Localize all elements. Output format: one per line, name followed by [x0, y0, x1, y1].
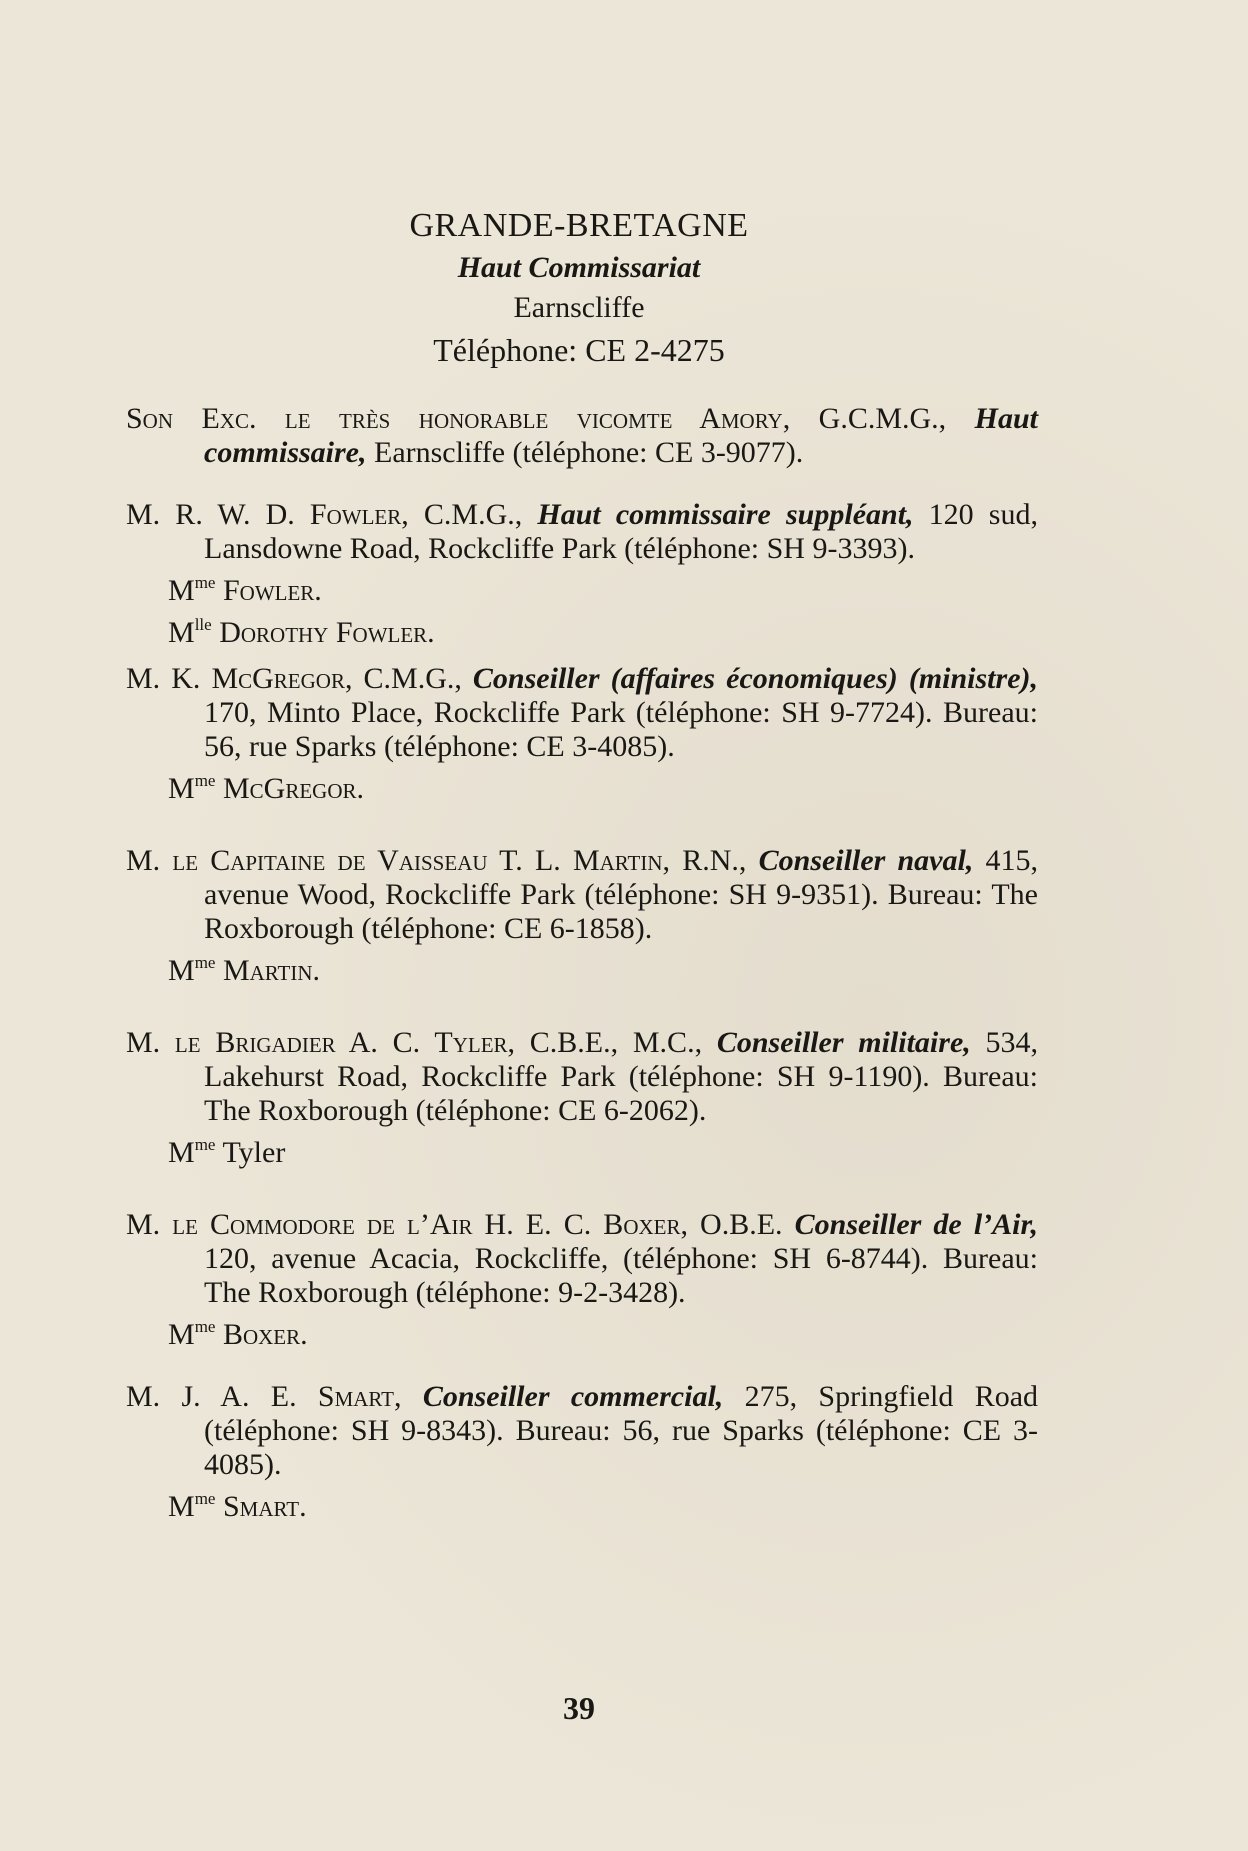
spouse-martin: $M^{me}$ Martin. [168, 953, 321, 987]
entry-title: Conseiller commercial, [422, 1380, 724, 1413]
entry-smart [126, 1380, 1038, 1482]
entry-title: Haut commissaire, [204, 402, 1038, 469]
page-header [0, 204, 1158, 372]
entry-name: M. J. A. E. Smart, [126, 1380, 402, 1413]
main-telephone: Téléphone: CE 2-4275 [433, 332, 725, 368]
spouse-tyler: $M^{me}$ Tyler [168, 1135, 286, 1169]
entry-name: M. le Brigadier A. C. Tyler, C.B.E., M.C., [126, 1026, 703, 1059]
entry-tyler [126, 1026, 1038, 1128]
spouse-boxer: $M^{me}$ Boxer. [168, 1317, 308, 1351]
entry-title: Conseiller militaire, [716, 1026, 971, 1059]
entry-title: Haut commissaire suppléant, [537, 498, 914, 531]
staff-list [126, 402, 1038, 1524]
entry-details: 170, Minto Place, Rockcliffe Park (téléphone: SH 9-7724). Bureau: 56, rue Sparks (téléphone: CE 3-4085). [204, 696, 1038, 763]
entry-boxer [126, 1208, 1038, 1310]
entry-title: Conseiller naval, [758, 844, 974, 877]
spouse-smart: $M^{me}$ Smart. [168, 1489, 307, 1523]
entry-mcgregor [126, 662, 1038, 764]
entry-details: 120 sud, Lansdowne Road, Rockcliffe Park (téléphone: SH 9-3393). [204, 498, 1038, 565]
entry-title: Conseiller de l’Air, [794, 1208, 1039, 1241]
entry-fowler [126, 498, 1038, 566]
entry-name: M. le Commodore de l’Air H. E. C. Boxer, O.B.E. [126, 1208, 783, 1241]
entry-name: M. R. W. D. Fowler, C.M.G., [126, 498, 523, 531]
entry-name: M. K. McGregor, C.M.G., [126, 662, 462, 695]
entry-details: 275, Springfield Road (téléphone: SH 9-8343). Bureau: 56, rue Sparks (téléphone: CE 3-4085). [204, 1380, 1039, 1481]
entry-details: 415, avenue Wood, Rockcliffe Park (téléphone: SH 9-9351). Bureau: The Roxborough (téléphone: CE 6-1858). [204, 844, 1039, 945]
spouse-fowler-mlle: $M^{lle}$ Dorothy Fowler. [168, 615, 435, 649]
spouse-fowler-mme: $M^{me}$ Fowler. [168, 573, 322, 607]
page-number: 39 [563, 1690, 595, 1726]
entry-name: Son Exc. le très honorable vicomte Amory, G.C.M.G., [126, 402, 947, 435]
entry-amory [126, 402, 1038, 470]
country-heading: GRANDE-BRETAGNE [409, 207, 749, 244]
entry-details: 534, Lakehurst Road, Rockcliffe Park (téléphone: SH 9-1190). Bureau: The Roxborough (téléphone: CE 6-2062). [204, 1026, 1039, 1127]
entry-details: 120, avenue Acacia, Rockcliffe, (téléphone: SH 6-8744). Bureau: The Roxborough (téléphone: 9-2-3428). [204, 1242, 1038, 1309]
spouse-mcgregor: $M^{me}$ McGregor. [168, 771, 364, 805]
entry-title: Conseiller (affaires économiques) (ministre), [472, 662, 1038, 695]
entry-name: M. le Capitaine de Vaisseau T. L. Martin, R.N., [126, 844, 747, 877]
residence-name: Earnscliffe [513, 291, 645, 324]
entry-martin [126, 844, 1038, 946]
entry-details: Earnscliffe (téléphone: CE 3-9077). [374, 436, 804, 469]
office-heading: Haut Commissariat [457, 251, 701, 284]
